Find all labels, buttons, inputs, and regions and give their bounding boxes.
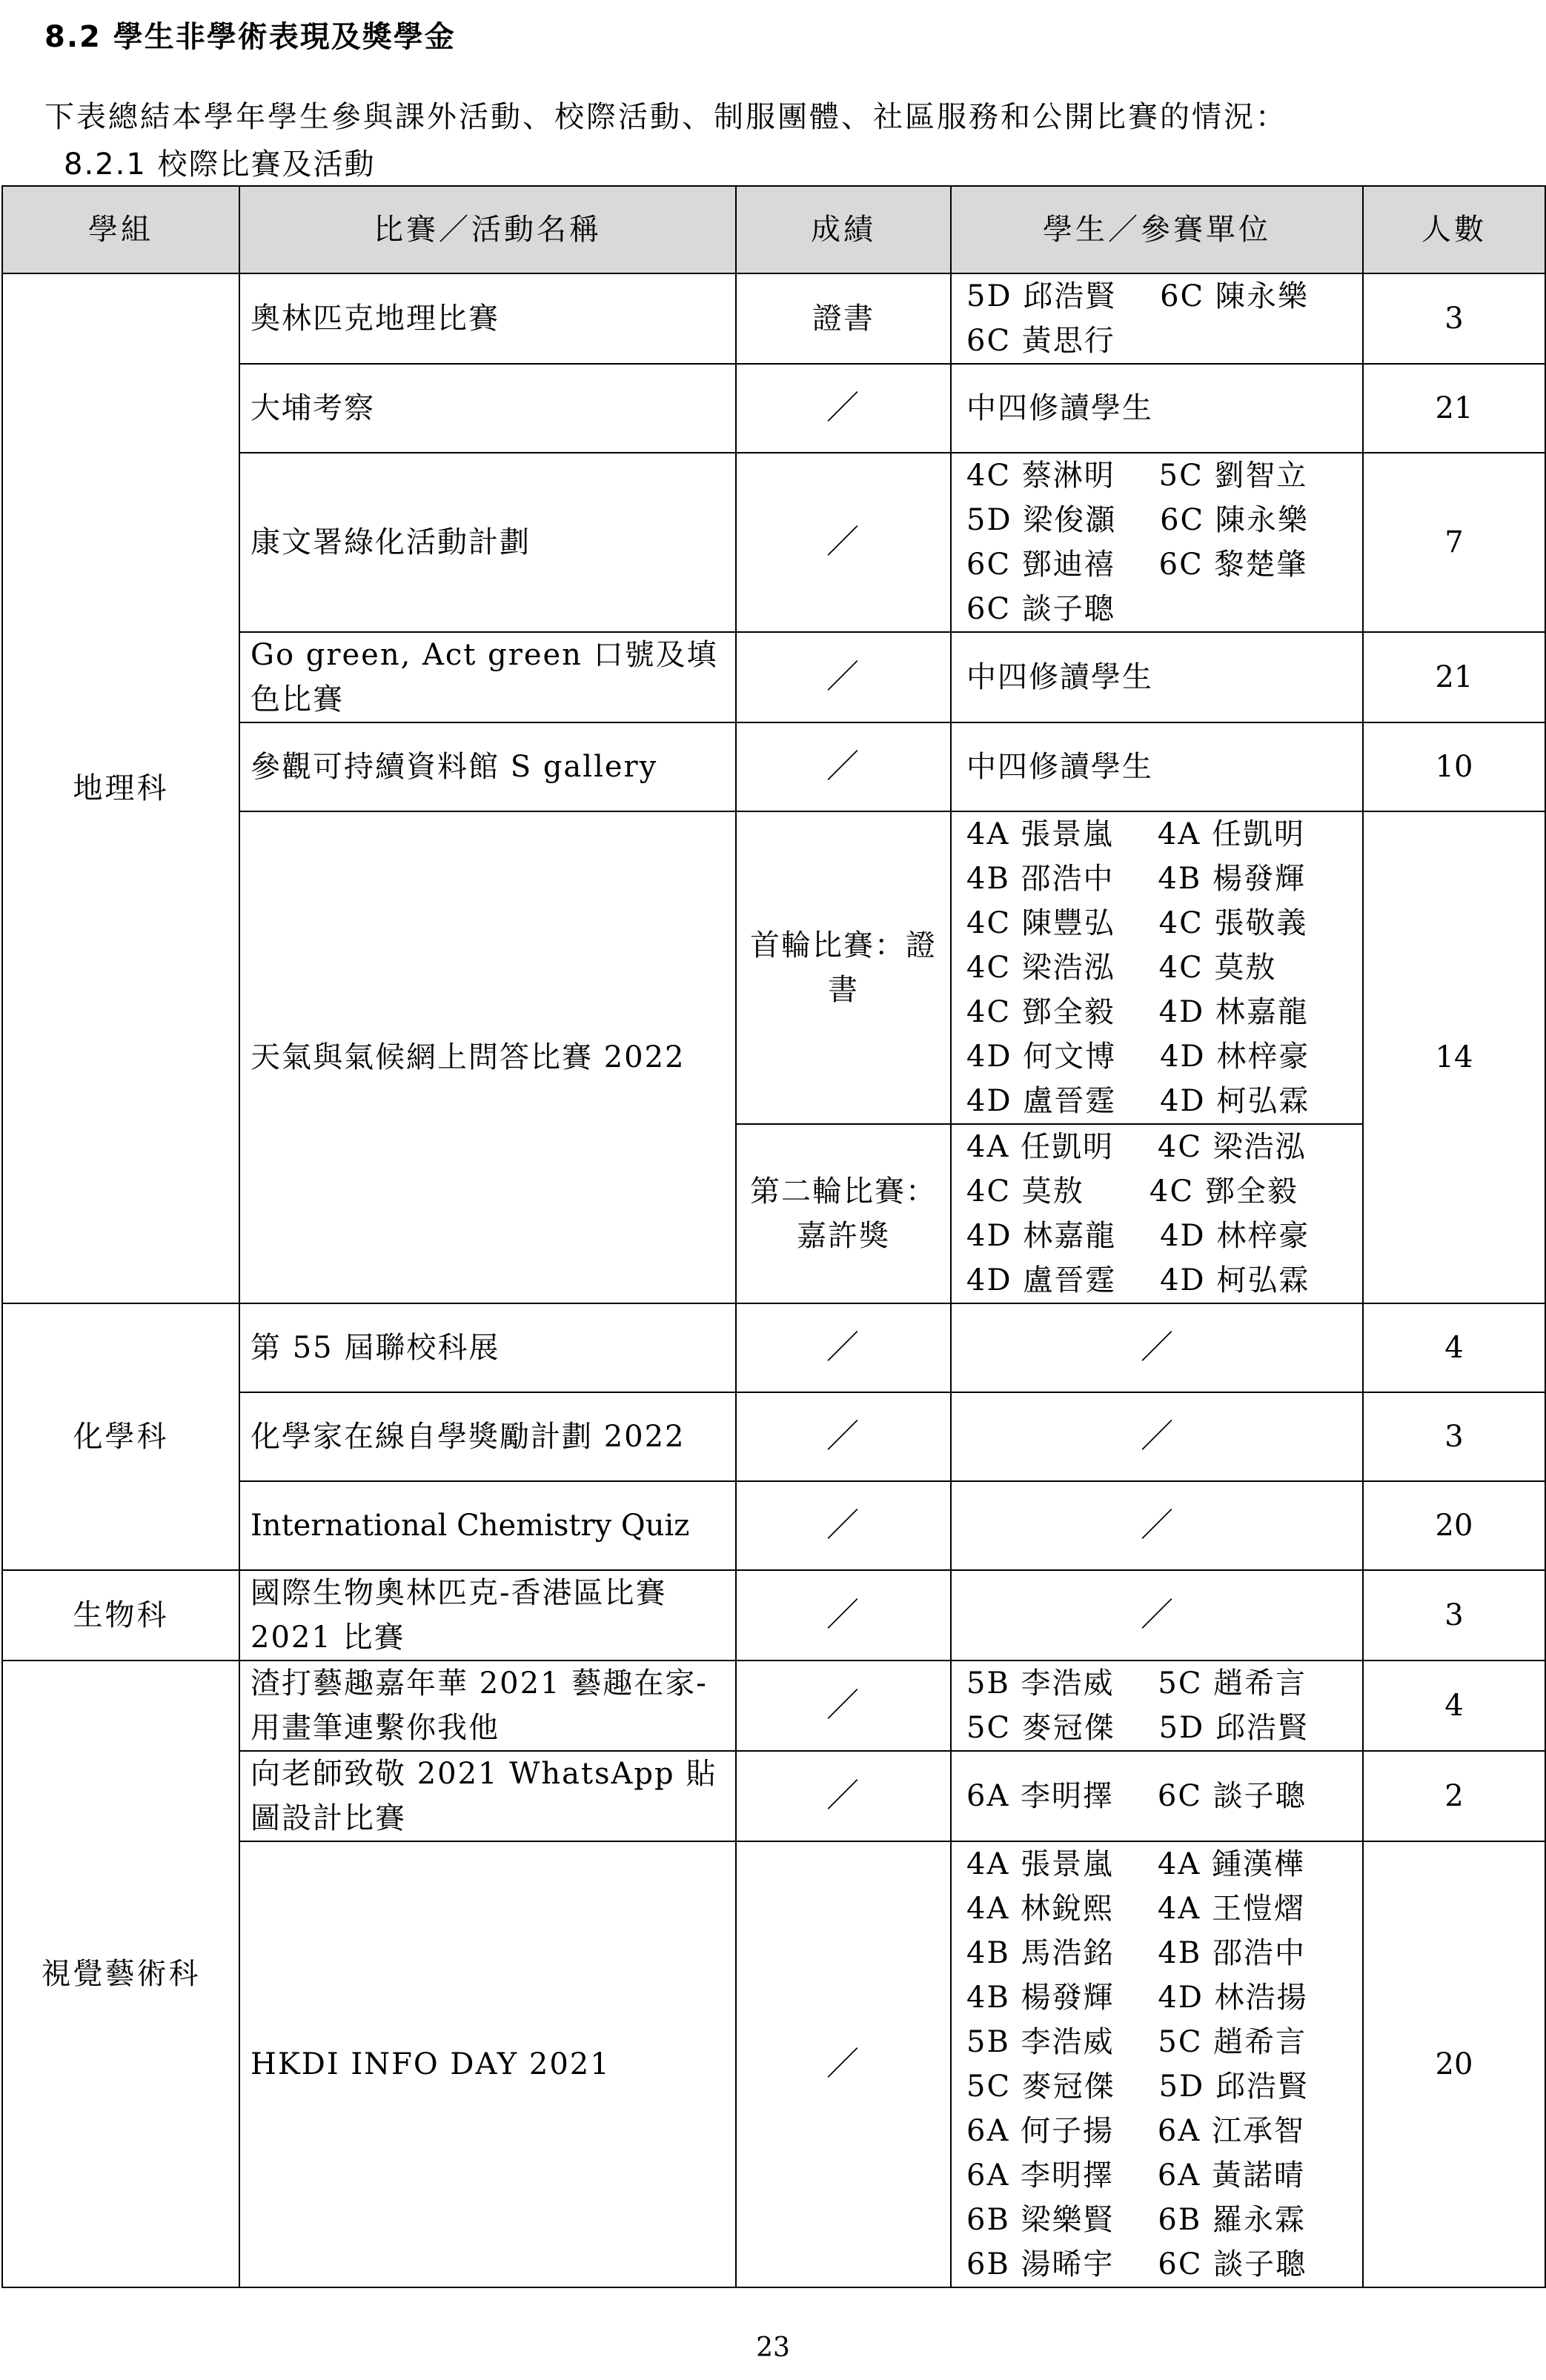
result: ／ xyxy=(736,364,951,453)
student-line: 5D 邱浩賢 6C 陳永樂 xyxy=(966,279,1309,313)
students xyxy=(951,1124,1363,1303)
result: ／ xyxy=(736,1841,951,2287)
students xyxy=(951,1661,1363,1751)
student-line: 中四修讀學生 xyxy=(966,660,1153,694)
count: 20 xyxy=(1363,1481,1545,1570)
count: 4 xyxy=(1363,1303,1545,1392)
table-row xyxy=(2,1303,1545,1392)
subject-visual-arts: 視覺藝術科 xyxy=(2,1661,239,2287)
activity-name: International Chemistry Quiz xyxy=(239,1481,736,1570)
count: 20 xyxy=(1363,1841,1545,2287)
result: ／ xyxy=(736,1661,951,1751)
student-line: 4D 林嘉龍 4D 林梓豪 xyxy=(966,1219,1310,1253)
student-line: 中四修讀學生 xyxy=(966,750,1153,784)
subject-chemistry: 化學科 xyxy=(2,1303,239,1570)
students xyxy=(951,453,1363,632)
subsection-heading: 8.2.1 校際比賽及活動 xyxy=(64,147,376,182)
activity-name: 大埔考察 xyxy=(239,364,736,453)
student-line: 5D 梁俊灝 6C 陳永樂 xyxy=(966,503,1309,537)
result: ／ xyxy=(736,1481,951,1570)
students xyxy=(951,273,1363,364)
header-result: 成績 xyxy=(736,186,951,273)
student-line: 4A 任凱明 4C 梁浩泓 xyxy=(966,1130,1307,1164)
activity-name: 第 55 屆聯校科展 xyxy=(239,1303,736,1392)
count: 7 xyxy=(1363,453,1545,632)
student-line: 5B 李浩威 5C 趙希言 xyxy=(966,2025,1307,2059)
activity-name: 奧林匹克地理比賽 xyxy=(239,273,736,364)
students: ／ xyxy=(951,1481,1363,1570)
students: ／ xyxy=(951,1303,1363,1392)
subject-biology: 生物科 xyxy=(2,1570,239,1661)
student-line: 5C 麥冠傑 5D 邱浩賢 xyxy=(966,2070,1309,2104)
activity-name: Go green, Act green 口號及填色比賽 xyxy=(239,632,736,722)
count: 3 xyxy=(1363,1570,1545,1661)
students xyxy=(951,1751,1363,1841)
count: 4 xyxy=(1363,1661,1545,1751)
student-line: 4C 梁浩泓 4C 莫敖 xyxy=(966,951,1277,985)
students xyxy=(951,1841,1363,2287)
count: 10 xyxy=(1363,722,1545,811)
students xyxy=(951,632,1363,722)
result: ／ xyxy=(736,1303,951,1392)
activity-name: 化學家在線自學獎勵計劃 2022 xyxy=(239,1392,736,1481)
count: 3 xyxy=(1363,1392,1545,1481)
table-header-row xyxy=(2,186,1545,273)
student-line: 5B 李浩威 5C 趙希言 xyxy=(966,1666,1307,1701)
students: ／ xyxy=(951,1392,1363,1481)
subject-geography: 地理科 xyxy=(2,273,239,1303)
student-line: 4A 張景嵐 4A 鍾漢樺 xyxy=(966,1847,1305,1881)
students xyxy=(951,722,1363,811)
student-line: 6A 李明擇 6C 談子聰 xyxy=(966,1779,1307,1813)
student-line: 6B 湯晞宇 6C 談子聰 xyxy=(966,2247,1307,2281)
section-heading: 8.2 學生非學術表現及獎學金 xyxy=(44,20,456,54)
student-line: 4D 盧晉霆 4D 柯弘霖 xyxy=(966,1084,1310,1118)
student-line: 4C 蔡淋明 5C 劉智立 xyxy=(966,459,1308,493)
result: ／ xyxy=(736,632,951,722)
count: 21 xyxy=(1363,632,1545,722)
student-line: 4B 楊發輝 4D 林浩揚 xyxy=(966,1981,1308,2015)
result: ／ xyxy=(736,722,951,811)
intro-text: 下表總結本學年學生參與課外活動、校際活動、制服團體、社區服務和公開比賽的情況： xyxy=(44,100,1287,134)
count: 3 xyxy=(1363,273,1545,364)
students xyxy=(951,364,1363,453)
student-line: 4B 馬浩銘 4B 邵浩中 xyxy=(966,1936,1306,1970)
activity-name: 康文署綠化活動計劃 xyxy=(239,453,736,632)
count: 21 xyxy=(1363,364,1545,453)
activities-table xyxy=(1,185,1546,2288)
student-line: 中四修讀學生 xyxy=(966,391,1153,425)
header-activity: 比賽／活動名稱 xyxy=(239,186,736,273)
student-line: 6B 梁樂賢 6B 羅永霖 xyxy=(966,2203,1306,2237)
student-line: 4C 鄧全毅 4D 林嘉龍 xyxy=(966,995,1309,1029)
result: ／ xyxy=(736,453,951,632)
student-line: 6A 李明擇 6A 黃諾晴 xyxy=(966,2158,1305,2193)
student-line: 6A 何子揚 6A 江承智 xyxy=(966,2114,1305,2148)
table-row xyxy=(2,1661,1545,1751)
students xyxy=(951,811,1363,1124)
activity-name: HKDI INFO DAY 2021 xyxy=(239,1841,736,2287)
student-line: 6C 談子聰 xyxy=(966,592,1115,626)
activity-name: 國際生物奧林匹克-香港區比賽 2021 比賽 xyxy=(239,1570,736,1661)
activity-name: 參觀可持續資料館 S gallery xyxy=(239,722,736,811)
student-line: 5C 麥冠傑 5D 邱浩賢 xyxy=(966,1711,1309,1745)
result-round-two: 第二輪比賽：嘉許獎 xyxy=(736,1124,951,1303)
result: ／ xyxy=(736,1751,951,1841)
page-number: 23 xyxy=(756,2333,790,2363)
student-line: 4B 邵浩中 4B 楊發輝 xyxy=(966,862,1306,896)
header-group: 學組 xyxy=(2,186,239,273)
student-line: 4D 何文博 4D 林梓豪 xyxy=(966,1040,1310,1074)
student-line: 6C 鄧迪禧 6C 黎楚肇 xyxy=(966,548,1308,582)
students: ／ xyxy=(951,1570,1363,1661)
header-students: 學生／參賽單位 xyxy=(951,186,1363,273)
header-count: 人數 xyxy=(1363,186,1545,273)
activity-name: 向老師致敬 2021 WhatsApp 貼圖設計比賽 xyxy=(239,1751,736,1841)
result: ／ xyxy=(736,1392,951,1481)
table-row xyxy=(2,273,1545,364)
count: 2 xyxy=(1363,1751,1545,1841)
result-round-one: 首輪比賽：證書 xyxy=(736,811,951,1124)
result: 證書 xyxy=(736,273,951,364)
student-line: 4D 盧晉霆 4D 柯弘霖 xyxy=(966,1263,1310,1297)
student-line: 4C 陳豐弘 4C 張敬義 xyxy=(966,906,1308,940)
student-line: 6C 黃思行 xyxy=(966,324,1115,358)
table-row xyxy=(2,1570,1545,1661)
count: 14 xyxy=(1363,811,1545,1303)
activity-name: 渣打藝趣嘉年華 2021 藝趣在家-用畫筆連繫你我他 xyxy=(239,1661,736,1751)
student-line: 4A 張景嵐 4A 任凱明 xyxy=(966,817,1305,851)
student-line: 4A 林銳熙 4A 王愷熠 xyxy=(966,1892,1305,1926)
activity-name: 天氣與氣候網上問答比賽 2022 xyxy=(239,811,736,1303)
student-line: 4C 莫敖 4C 鄧全毅 xyxy=(966,1174,1298,1209)
result: ／ xyxy=(736,1570,951,1661)
